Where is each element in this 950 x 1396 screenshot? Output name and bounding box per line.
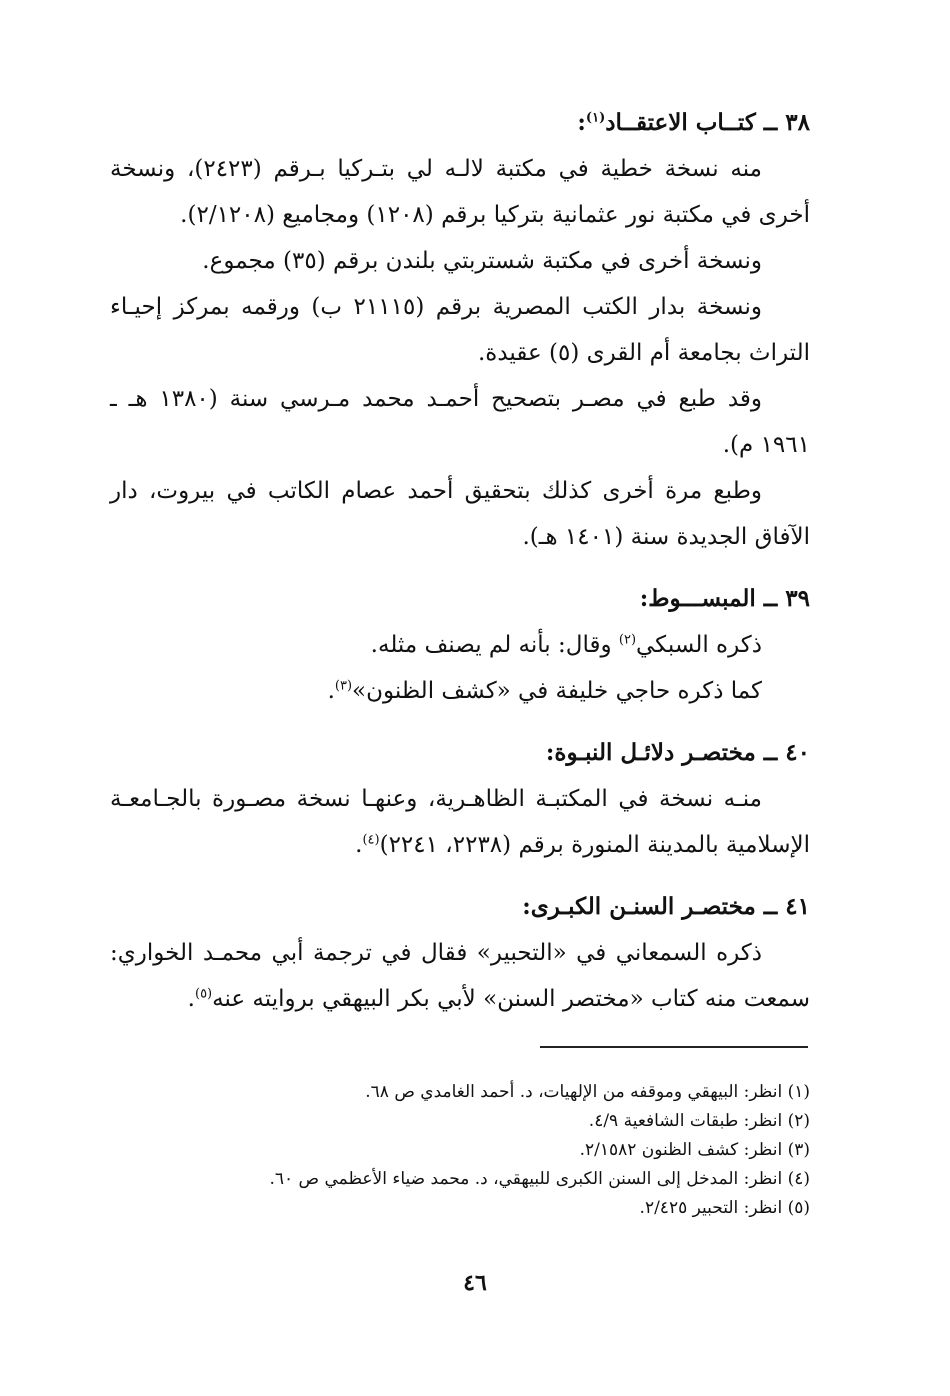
section-spacer: [110, 560, 810, 576]
section-heading-39: ٣٩ ــ المبســـوط:: [639, 585, 810, 612]
footnote-2: (٢) انظر: طبقات الشافعية ٤/٩.: [588, 1111, 810, 1131]
footnote-ref-3: (٣): [334, 678, 353, 694]
paragraph: ونسخة بدار الكتب المصرية برقم (٢١١١٥ ب) ورقمه بمركز إحيـاء التراث بجامعة أم القرى (٥) عقيدة.: [110, 294, 810, 366]
section-heading-41: ٤١ ــ مختصـر السنـن الكبـرى:: [522, 893, 810, 920]
main-text: [110, 100, 810, 1022]
section-heading-38: ٣٨ ــ كتــاب الاعتقــاد$^{(١)}$:: [577, 109, 810, 136]
section-heading-40: ٤٠ ــ مختصـر دلائـل النبـوة:: [545, 739, 810, 766]
footnote-ref-5: (٥): [194, 986, 213, 1002]
footnote-separator: [540, 1046, 808, 1048]
paragraph: ونسخة أخرى في مكتبة شستربتي بلندن برقم (٣٥) مجموع.: [202, 248, 762, 274]
paragraph: وطبع مرة أخرى كذلك بتحقيق أحمد عصام الكاتب في بيروت، دار الآفاق الجديدة سنة (١٤٠١ هـ).: [110, 478, 810, 550]
page-number: ٤٦: [463, 1270, 487, 1296]
footnote-4: (٤) انظر: المدخل إلى السنن الكبرى للبيهقي، د. محمد ضياء الأعظمي ص ٦٠.: [269, 1169, 810, 1189]
paragraph: وقد طبع في مصـر بتصحيح أحمـد محمد مـرسي سنة (١٣٨٠ هـ ـ ١٩٦١ م).: [110, 386, 810, 458]
footnote-ref-2: (٢): [618, 632, 637, 648]
footnote-ref-4: (٤): [362, 832, 380, 848]
footnote-ref-1: (١): [585, 110, 606, 126]
paragraph: منه نسخة خطية في مكتبة لالـه لي بتـركيا بـرقم (٢٤٢٣)، ونسخة أخرى في مكتبة نور عثمانية بتركيا برقم (١٢٠٨) ومجاميع (٢/١٢٠٨).: [110, 156, 810, 228]
paragraph: ذكره السمعاني في «التحبير» فقال في ترجمة أبي محمـد الخواري: سمعت منه كتاب «مختصر السنن» لأبي بكر البيهقي بروايته عنه$^{(٥)}$.: [110, 940, 810, 1012]
section-spacer: [110, 714, 810, 730]
paragraph: منـه نسخة في المكتبـة الظاهـرية، وعنهـا نسخة مصـورة بالجـامعـة الإسلامية بالمدينة المنورة برقم (٢٢٣٨، ٢٢٤١)$^{(٤)}$.: [110, 786, 810, 858]
paragraph: كما ذكره حاجي خليفة في «كشف الظنون»$^{(٣)}$.: [327, 678, 762, 704]
section-spacer: [110, 868, 810, 884]
footnote-1: (١) انظر: البيهقي وموقفه من الإلهيات، د. أحمد الغامدي ص ٦٨.: [365, 1082, 810, 1102]
footnotes: [110, 1078, 810, 1223]
footnote-3: (٣) انظر: كشف الظنون ٢/١٥٨٢.: [579, 1140, 810, 1160]
footnote-5: (٥) انظر: التحبير ٢/٤٢٥.: [639, 1198, 810, 1218]
paragraph: ذكره السبكي$^{(٢)}$ وقال: بأنه لم يصنف مثله.: [370, 632, 762, 658]
